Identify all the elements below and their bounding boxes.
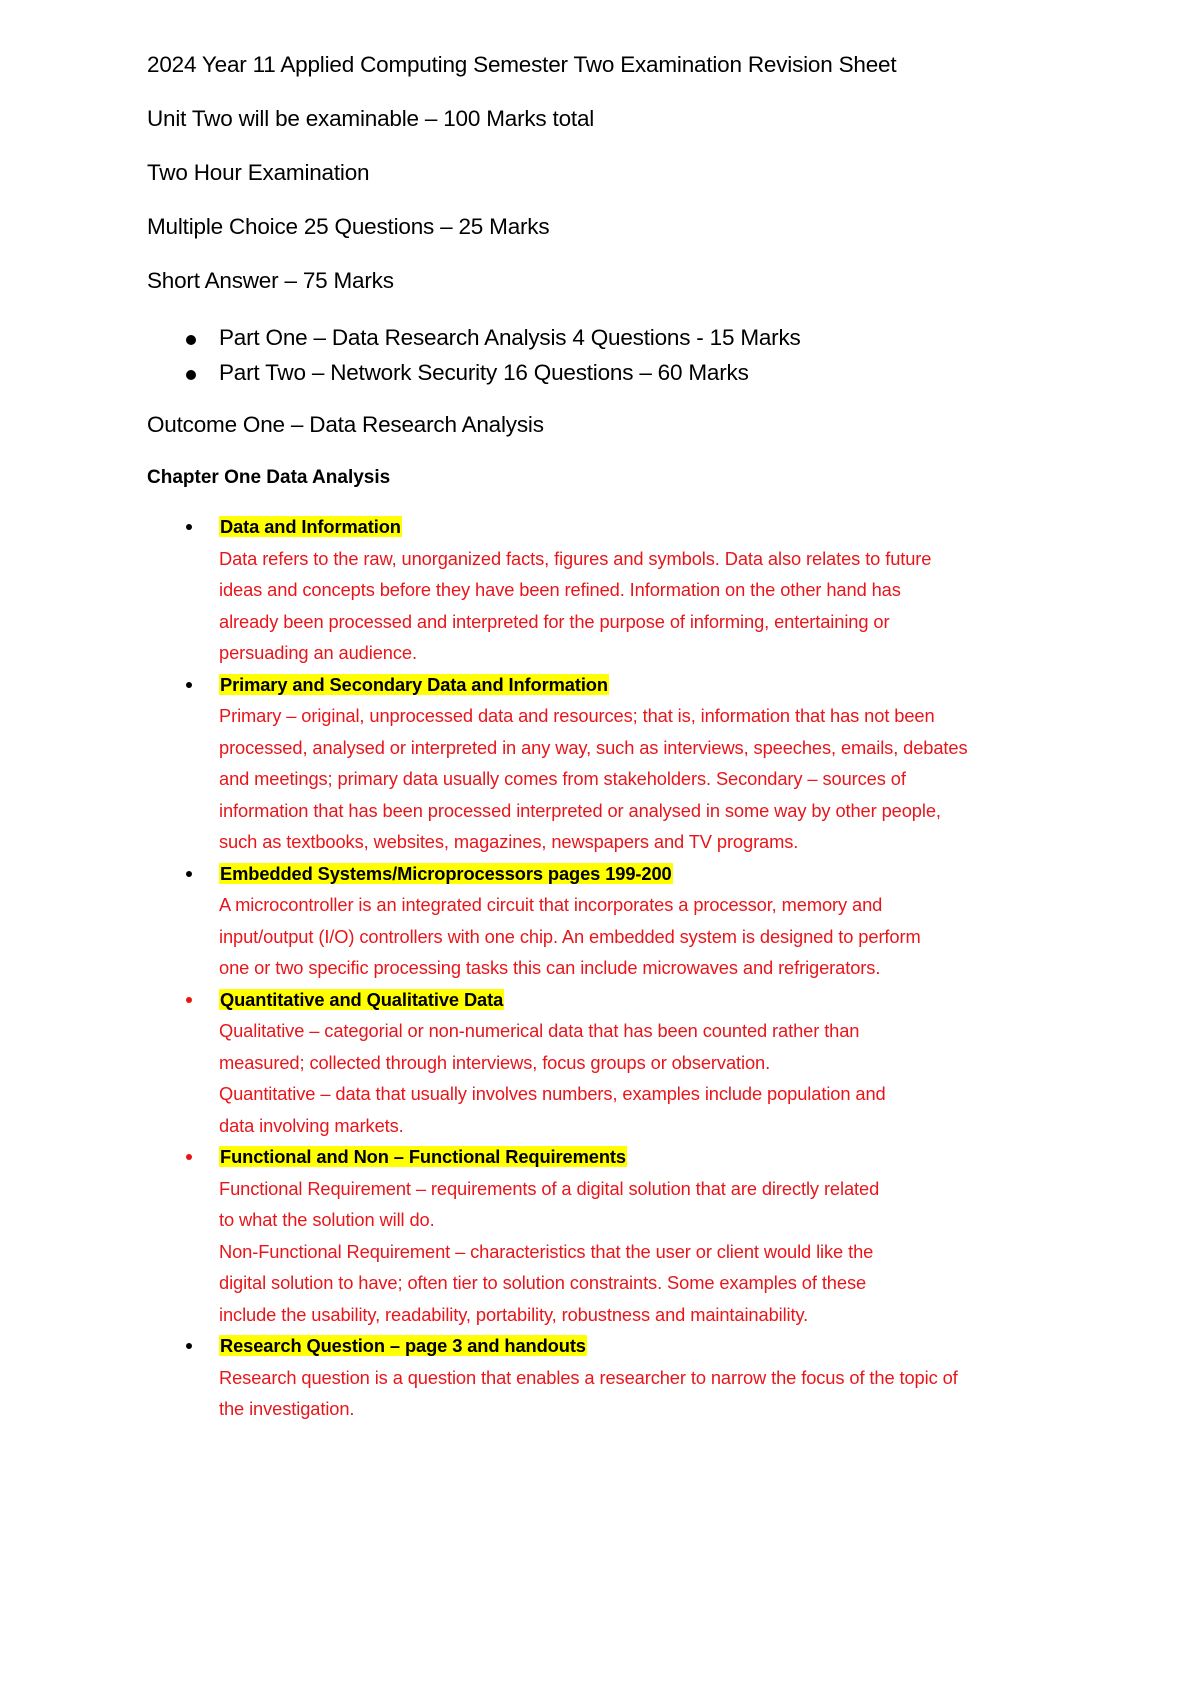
outcome-heading: Outcome One – Data Research Analysis xyxy=(147,412,544,437)
description-line: digital solution to have; often tier to solution constraints. Some examples of these xyxy=(219,1272,867,1293)
description-line: persuading an audience. xyxy=(219,642,417,663)
topic-description xyxy=(219,889,1067,984)
document-page xyxy=(147,50,1067,1425)
bullet-icon xyxy=(186,335,196,345)
topic-item xyxy=(147,858,1067,984)
description-line: information that has been processed interpreted or analysed in some way by other people, xyxy=(219,799,941,821)
chapter-heading: Chapter One Data Analysis xyxy=(147,467,391,488)
exam-part-item xyxy=(147,320,1067,355)
description-line: processed, analysed or interpreted in any way, such as interviews, speeches, emails, debates xyxy=(219,736,968,758)
exam-duration: Two Hour Examination xyxy=(147,160,370,185)
bullet-icon xyxy=(186,1154,192,1160)
description-line: to what the solution will do. xyxy=(219,1209,435,1230)
description-line: Non-Functional Requirement – characteristics that the user or client would like the xyxy=(219,1240,874,1262)
exam-part-text: Part Two – Network Security 16 Questions – 60 Marks xyxy=(219,360,749,385)
topic-description xyxy=(219,700,1067,858)
topic-item xyxy=(147,984,1067,1142)
description-line: Research question is a question that enables a researcher to narrow the focus of the topic of xyxy=(219,1366,958,1388)
topic-description xyxy=(219,1015,1067,1141)
bullet-icon xyxy=(186,997,192,1003)
description-line: Quantitative – data that usually involves numbers, examples include population and xyxy=(219,1083,886,1104)
description-line: input/output (I/O) controllers with one chip. An embedded system is designed to perform xyxy=(219,925,921,947)
document-title: 2024 Year 11 Applied Computing Semester Two Examination Revision Sheet xyxy=(147,52,897,77)
topic-item xyxy=(147,511,1067,669)
description-line: measured; collected through interviews, focus groups or observation. xyxy=(219,1051,771,1073)
topic-description xyxy=(219,1173,1067,1331)
topic-description xyxy=(219,543,1067,669)
topic-heading: Embedded Systems/Microprocessors pages 199-200 xyxy=(220,862,672,884)
description-line: data involving markets. xyxy=(219,1114,404,1136)
description-line: one or two specific processing tasks this can include microwaves and refrigerators. xyxy=(219,957,881,978)
topic-item xyxy=(147,1141,1067,1330)
exam-part-item xyxy=(147,355,1067,390)
bullet-icon xyxy=(186,524,192,530)
description-line: the investigation. xyxy=(219,1398,355,1419)
topic-item xyxy=(147,1330,1067,1425)
exam-part-text: Part One – Data Research Analysis 4 Questions - 15 Marks xyxy=(219,325,801,350)
bullet-icon xyxy=(186,370,196,380)
topic-heading: Functional and Non – Functional Requirements xyxy=(220,1146,626,1167)
topic-description xyxy=(219,1362,1067,1425)
bullet-icon xyxy=(186,1343,192,1349)
description-line: A microcontroller is an integrated circuit that incorporates a processor, memory and xyxy=(219,894,883,915)
topic-heading: Primary and Secondary Data and Information xyxy=(220,673,608,695)
bullet-icon xyxy=(186,682,192,688)
description-line: ideas and concepts before they have been refined. Information on the other hand has xyxy=(219,579,901,600)
bullet-icon xyxy=(186,871,192,877)
unit-info: Unit Two will be examinable – 100 Marks total xyxy=(147,106,595,131)
topic-heading: Data and Information xyxy=(220,516,401,537)
description-line: Data refers to the raw, unorganized facts, figures and symbols. Data also relates to future xyxy=(219,547,932,569)
multiple-choice-info: Multiple Choice 25 Questions – 25 Marks xyxy=(147,214,550,239)
topic-heading: Quantitative and Qualitative Data xyxy=(220,988,504,1010)
topic-list xyxy=(147,511,1067,1425)
description-line: already been processed and interpreted for the purpose of informing, entertaining or xyxy=(219,610,890,632)
description-line: include the usability, readability, portability, robustness and maintainability. xyxy=(219,1303,809,1325)
short-answer-info: Short Answer – 75 Marks xyxy=(147,268,394,293)
description-line: Primary – original, unprocessed data and resources; that is, information that has not been xyxy=(219,705,935,726)
description-line: Functional Requirement – requirements of a digital solution that are directly related xyxy=(219,1177,880,1199)
topic-heading: Research Question – page 3 and handouts xyxy=(220,1335,586,1356)
description-line: and meetings; primary data usually comes from stakeholders. Secondary – sources of xyxy=(219,768,906,789)
exam-parts-list xyxy=(147,320,1067,390)
description-line: such as textbooks, websites, magazines, newspapers and TV programs. xyxy=(219,831,799,852)
topic-item xyxy=(147,669,1067,858)
description-line: Qualitative – categorial or non-numerical data that has been counted rather than xyxy=(219,1020,860,1041)
